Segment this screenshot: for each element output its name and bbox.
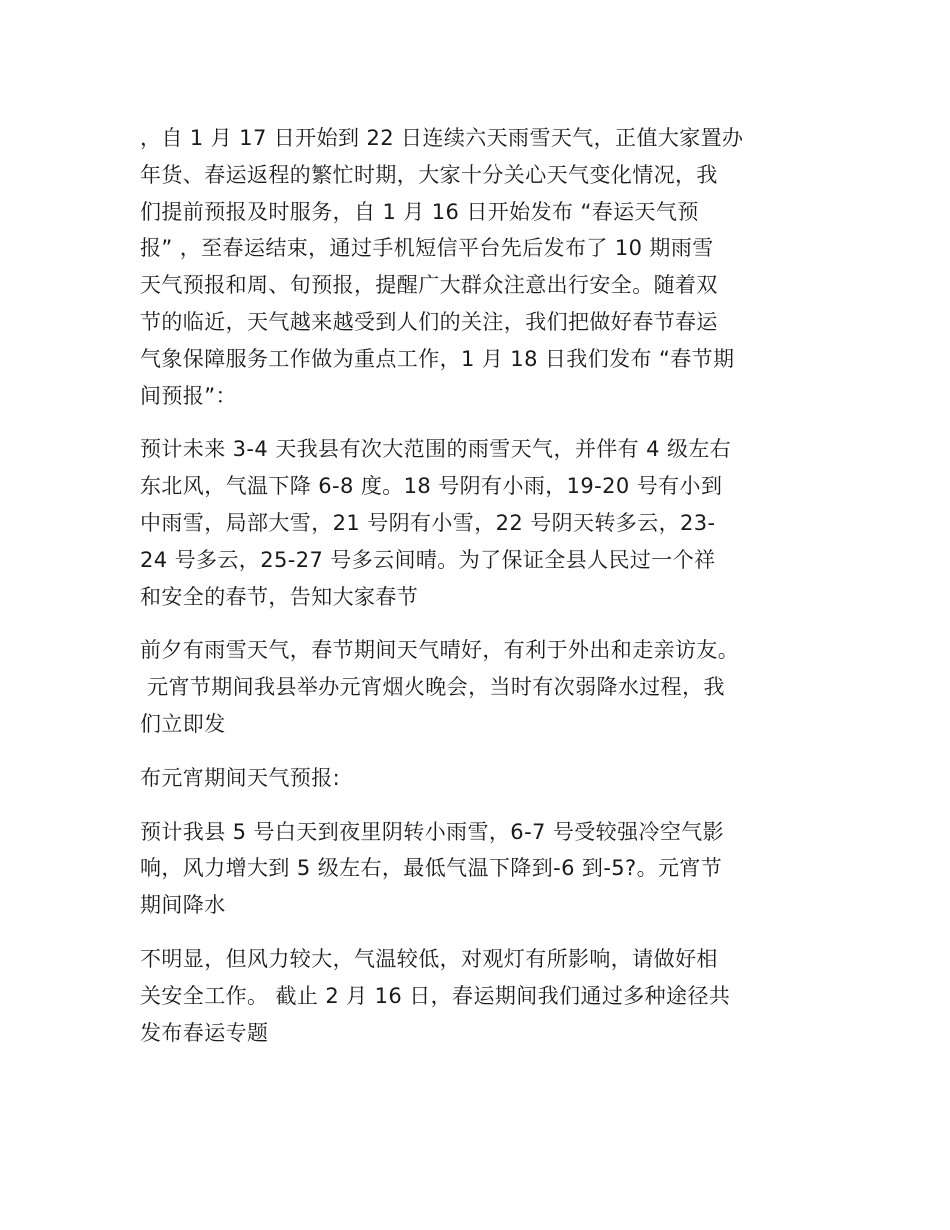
paragraph-1-line-3: 们提前预报及时服务，自 1 月 16 日开始发布 “春运天气预 <box>140 199 699 224</box>
paragraph-3-line-2: 元宵节期间我县举办元宵烟火晚会，当时有次弱降水过程，我 <box>140 675 725 700</box>
paragraph-1-line-2: 年货、春运返程的繁忙时期，大家十分关心天气变化情况，我 <box>140 162 718 187</box>
paragraph-1-line-8: 间预报”： <box>140 383 237 408</box>
paragraph-1 <box>140 120 820 414</box>
paragraph-2-line-1: 预计未来 3-4 天我县有次大范围的雨雪天气，并伴有 4 级左右 <box>140 437 732 462</box>
paragraph-6-line-3: 发布春运专题 <box>140 1020 269 1045</box>
paragraph-2-line-3: 中雨雪，局部大雪，21 号阴有小雪，22 号阴天转多云，23- <box>140 510 716 535</box>
paragraph-2 <box>140 431 820 615</box>
document-body <box>140 120 820 1068</box>
paragraph-1-line-7: 气象保障服务工作做为重点工作，1 月 18 日我们发布 “春节期 <box>140 346 735 371</box>
paragraph-1-line-1: ，自 1 月 17 日开始到 22 日连续六天雨雪天气，正值大家置办 <box>140 126 744 150</box>
paragraph-3-line-3: 们立即发 <box>140 711 226 736</box>
paragraph-4-line-1: 布元宵期间天气预报: <box>140 765 341 790</box>
paragraph-3 <box>140 632 820 742</box>
paragraph-3-line-1: 前夕有雨雪天气，春节期间天气晴好，有利于外出和走亲访友。 <box>140 638 740 663</box>
paragraph-5-line-2: 响，风力增大到 5 级左右，最低气温下降到-6 到-5?。元宵节 <box>140 856 723 881</box>
paragraph-1-line-5: 天气预报和周、旬预报，提醒广大群众注意出行安全。随着双 <box>140 273 718 298</box>
paragraph-1-line-4: 报” ，至春运结束，通过手机短信平台先后发布了 10 期雨雪 <box>140 236 714 261</box>
paragraph-5 <box>140 814 820 924</box>
paragraph-2-line-5: 和安全的春节，告知大家春节 <box>140 584 419 609</box>
paragraph-4 <box>140 760 820 797</box>
paragraph-6-line-1: 不明显，但风力较大，气温较低，对观灯有所影响，请做好相 <box>140 946 718 971</box>
paragraph-5-line-1: 预计我县 5 号白天到夜里阴转小雨雪，6-7 号受较强冷空气影 <box>140 819 725 844</box>
paragraph-6-line-2: 关安全工作。 截止 2 月 16 日，春运期间我们通过多种途径共 <box>140 983 731 1008</box>
paragraph-2-line-2: 东北风，气温下降 6-8 度。18 号阴有小雨，19-20 号有小到 <box>140 474 723 499</box>
paragraph-6 <box>140 941 820 1051</box>
paragraph-5-line-3: 期间降水 <box>140 893 226 918</box>
paragraph-2-line-4: 24 号多云，25-27 号多云间晴。为了保证全县人民过一个祥 <box>140 547 716 572</box>
paragraph-1-line-6: 节的临近，天气越来越受到人们的关注，我们把做好春节春运 <box>140 309 718 334</box>
